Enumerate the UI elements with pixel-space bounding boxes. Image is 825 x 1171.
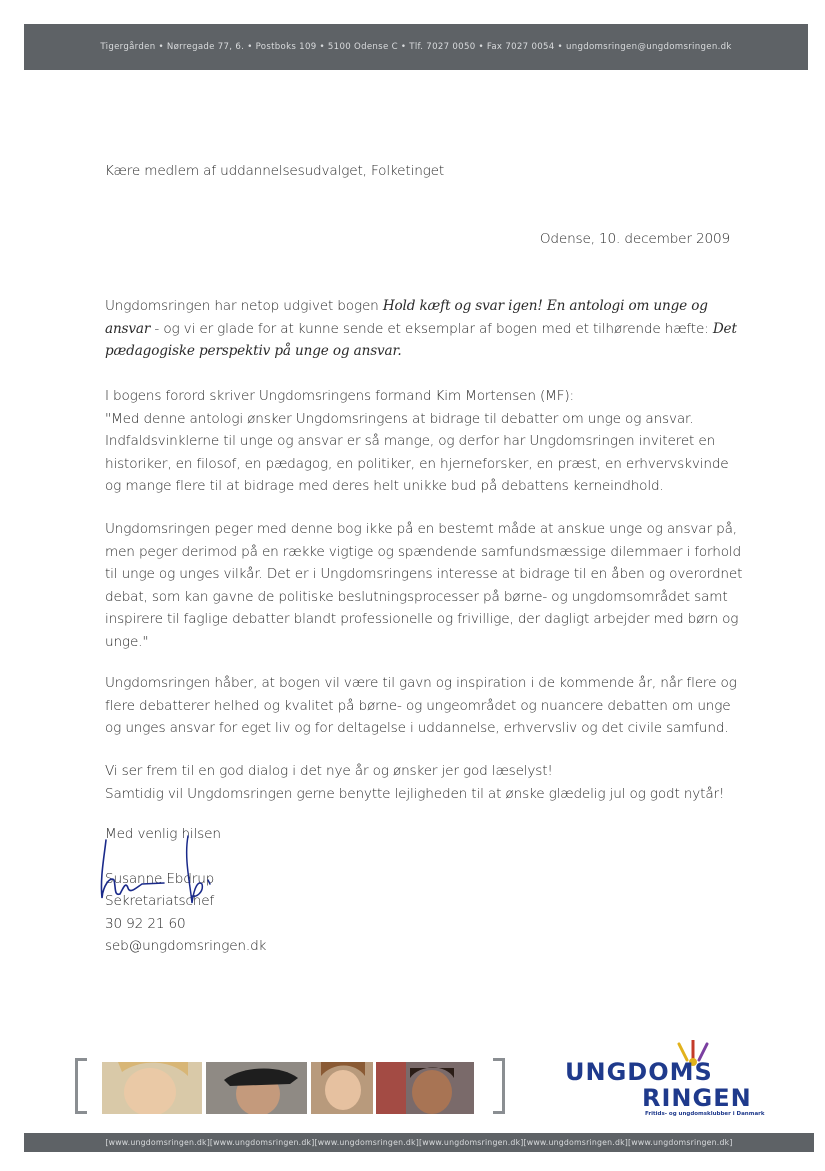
signer-phone: 30 92 21 60 — [105, 915, 186, 932]
signer-name: Susanne Ebdrup — [105, 870, 215, 887]
photo-strip — [75, 1058, 505, 1120]
letterhead-address: Tigergården • Nørregade 77, 6. • Postboks 109 • 5100 Odense C • Tlf. 7027 0050 • Fax 7027 0054 • ungdomsringen@ungdomsringen.dk — [100, 42, 732, 52]
paragraph-hopes: Ungdomsringen håber, at bogen vil være til gavn og inspiration i de kommende år, når flere og flere debatterer helhed og kvalitet på børne- og ungeområdet og nuancere debatten om unge og unges ansvar for eget liv og for deltagelse i uddannelse, erhvervsliv og det civile samfund. — [105, 675, 737, 736]
paragraph-foreword — [105, 385, 745, 498]
paragraph-intro-middle: - og vi er glade for at kunne sende et eksemplar af bogen med et tilhørende hæfte: — [150, 320, 713, 337]
logo-text-ringen: RINGEN — [642, 1084, 752, 1112]
letter-date: Odense, 10. december 2009 — [539, 231, 730, 247]
booklet-title: Det pædagogiske perspektiv på unge og ansvar. — [105, 320, 737, 359]
paragraph-book-purpose: Ungdomsringen peger med denne bog ikke på en bestemt måde at anskue unge og ansvar på, men peger derimod på en række vigtige og spændende samfundsmæssige dilemmaer i forhold til unge og unges vilkår. Det er i Ungdomsringens interesse at bidrage til en åben og overordnet debat, som kan gavne de politiske beslutningsprocesser på børne- og ungdomsområdet samt inspirere til faglige debatter blandt professionelle og frivillige, der dagligt arbejder med børn og unge." — [105, 521, 743, 650]
paragraph-intro-text: Ungdomsringen har netop udgivet bogen — [105, 298, 383, 314]
photo-boy-cap — [206, 1062, 307, 1114]
signer-title: Sekretariatschef — [105, 893, 215, 909]
greeting-line-2: Samtidig vil Ungdomsringen gerne benytte lejligheden til at ønske glædelig jul og godt nytår! — [105, 785, 725, 802]
logo-text-ungdoms: UNGDOMS — [565, 1058, 713, 1086]
foreword-intro: I bogens forord skriver Ungdomsringens formand Kim Mortensen (MF): — [105, 388, 574, 404]
paragraph-greetings — [105, 760, 745, 805]
foreword-quote: "Med denne antologi ønsker Ungdomsringens at bidrage til debatter om unge og ansvar. Indfaldsvinklerne til unge og ansvar er så mange, og derfor har Ungdomsringen inviteret en historiker, en filosof, en pædagog, en politiker, en hjerneforsker, en præst, en erhvervskvinde og mange flere til at bidrage med deres helt unikke bud på debattens kerneindhold. — [105, 410, 729, 494]
footer-urls: [www.ungdomsringen.dk][www.ungdomsringen.dk][www.ungdomsringen.dk][www.ungdomsringen.dk][www.ungdomsringen.dk][www.ungdomsringen.dk] — [105, 1138, 733, 1147]
closing: Med venlig hilsen — [105, 826, 221, 842]
signer-email: seb@ungdomsringen.dk — [105, 938, 267, 954]
photo-girl-smiling — [102, 1062, 202, 1114]
letterhead-address-bar — [24, 24, 808, 70]
paragraph-intro — [105, 295, 745, 363]
greeting-line-1: Vi ser frem til en god dialog i det nye år og ønsker jer god læselyst! — [105, 763, 553, 779]
handwritten-signature — [92, 828, 232, 928]
ungdomsringen-logo — [565, 1040, 765, 1125]
left-bracket — [75, 1058, 87, 1114]
photo-teen-boy — [376, 1062, 474, 1114]
logo-tagline: Fritids- og ungdomsklubber i Danmark — [645, 1111, 765, 1117]
book-title: Hold kæft og svar igen! En antologi om unge og ansvar — [105, 298, 708, 337]
right-bracket — [493, 1058, 505, 1114]
salutation: Kære medlem af uddannelsesudvalget, Folketinget — [105, 163, 445, 179]
photo-child-smiling — [311, 1062, 373, 1114]
footer-url-bar — [24, 1133, 814, 1152]
